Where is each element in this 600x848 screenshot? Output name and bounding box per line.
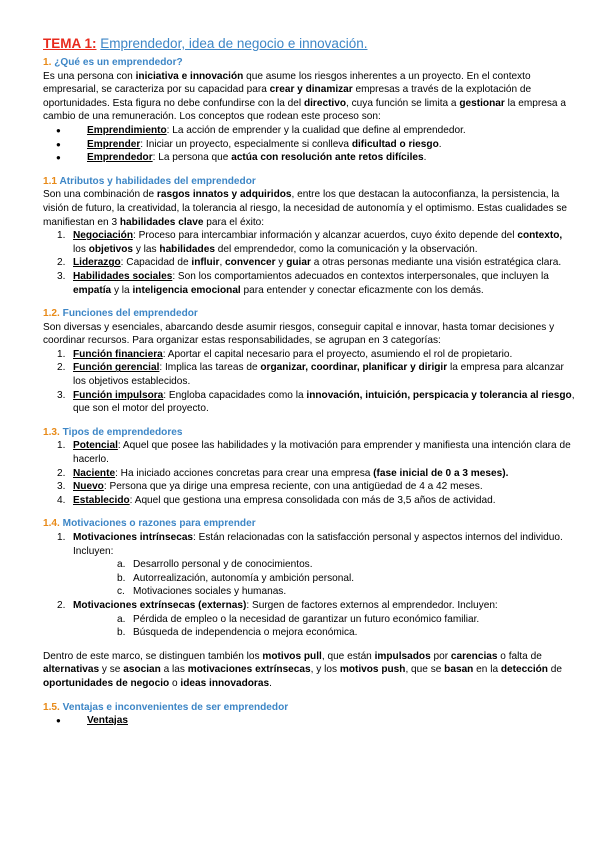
bold-text: motivos pull xyxy=(262,650,322,662)
text-run: Dentro de este marco, se distinguen también los xyxy=(43,650,263,662)
section-1-intro xyxy=(43,70,576,124)
text-run: y la xyxy=(111,284,133,296)
section-title: Tipos de emprendedores xyxy=(62,426,183,438)
text-run: la empresa para alcanzar los objetivos establecidos. xyxy=(73,362,564,388)
text-run: : Ha iniciado acciones concretas para crear una empresa xyxy=(115,467,374,479)
text-run: . xyxy=(438,138,442,150)
term-label: Habilidades sociales xyxy=(73,270,173,282)
bold-text: empatía xyxy=(73,284,112,296)
term-label: Establecido xyxy=(73,494,130,506)
text-run: Autorrealización, autonomía y ambición personal. xyxy=(133,572,355,584)
text-run: , que están xyxy=(321,650,375,662)
text-run: : Aquel que gestiona una empresa consolidada con más de 3,5 años de actividad. xyxy=(129,494,496,506)
list-marker: 2. xyxy=(57,362,66,374)
list-marker: 3. xyxy=(57,270,66,282)
list-marker: a. xyxy=(117,613,126,625)
text-run: : Están relacionadas con la satisfacción personal y aspectos internos del individuo. Incluyen: xyxy=(73,532,563,557)
list-item xyxy=(43,531,576,599)
text-run: , que se xyxy=(405,664,445,676)
text-run: . xyxy=(423,152,427,164)
section-1-4-heading xyxy=(43,517,576,531)
list-item xyxy=(43,361,576,388)
list-item xyxy=(43,256,576,270)
section-1-1-list xyxy=(43,229,576,297)
list-item xyxy=(43,229,576,256)
text-run: Búsqueda de independencia o mejora económica. xyxy=(133,627,358,639)
term-label: Potencial xyxy=(73,440,118,452)
section-number: 1.5. xyxy=(43,701,60,713)
text-run: a las xyxy=(160,664,188,676)
text-run: , y los xyxy=(310,664,340,676)
sub-list-item xyxy=(73,558,576,572)
section-number: 1. xyxy=(43,57,52,68)
bold-text: crear y dinamizar xyxy=(269,84,353,96)
sub-list xyxy=(73,613,576,640)
section-1-heading xyxy=(43,56,576,70)
list-item xyxy=(43,151,576,165)
bold-text: iniciativa e innovación xyxy=(135,70,244,82)
list-marker: c. xyxy=(117,586,125,598)
list-marker: 2. xyxy=(57,599,66,611)
term-label: Función impulsora xyxy=(73,389,164,401)
text-run: . xyxy=(269,677,272,689)
list-marker: 2. xyxy=(57,467,66,479)
text-run: de xyxy=(547,664,563,676)
list-item xyxy=(43,467,576,481)
section-title: Atributos y habilidades del emprendedor xyxy=(59,175,256,187)
section-1-1-intro xyxy=(43,188,576,229)
text-run: la empresa a cambio de una remuneración. Los conceptos que rodean este proceso son: xyxy=(43,97,566,123)
text-run: que asume los riesgos inherentes a un proyecto. En el contexto empresarial, se caracteriza por su capacidad para xyxy=(43,70,531,96)
text-run: los xyxy=(73,243,89,255)
section-1-4-list xyxy=(43,531,576,640)
section-1-2-heading xyxy=(43,307,576,321)
text-run: : Engloba capacidades como la xyxy=(163,389,307,401)
term-label: Ventajas xyxy=(87,715,128,727)
list-item xyxy=(43,138,576,152)
sub-list-item xyxy=(73,585,576,599)
text-run: : Aportar el capital necesario para el proyecto, asumiendo el rol de propietario. xyxy=(162,348,513,360)
text-run: : La persona que xyxy=(152,152,232,164)
list-marker: 1. xyxy=(57,348,66,360)
section-title: Funciones del emprendedor xyxy=(62,308,198,320)
bold-text: rasgos innatos y adquiridos xyxy=(156,189,292,201)
list-marker: 4. xyxy=(57,494,66,506)
list-item xyxy=(43,270,576,297)
text-run: , xyxy=(219,257,226,269)
bold-text: innovación, intuición, perspicacia y tolerancia al riesgo xyxy=(306,389,572,401)
text-run: para entender y conectar eficazmente con los demás. xyxy=(240,284,484,296)
list-item xyxy=(43,480,576,494)
section-1-bullets xyxy=(43,124,576,165)
list-marker: 2. xyxy=(57,257,66,269)
bold-text: basan xyxy=(444,664,474,676)
text-run: para el éxito: xyxy=(203,216,265,228)
section-1-3-list xyxy=(43,439,576,507)
bold-text: alternativas xyxy=(43,664,100,676)
bold-text: organizar, coordinar, planificar y dirigir xyxy=(260,362,448,374)
text-run: Pérdida de empleo o la necesidad de garantizar un futuro económico familiar. xyxy=(133,613,480,625)
section-1-4-closing xyxy=(43,650,576,691)
text-run: : Proceso para intercambiar información y alcanzar acuerdos, cuyo éxito depende del xyxy=(133,230,518,242)
title-text: Emprendedor, idea de negocio e innovación. xyxy=(100,36,368,51)
bold-text: convencer xyxy=(225,257,276,269)
sub-list-item xyxy=(73,613,576,627)
text-run: y xyxy=(275,257,287,269)
bold-text: carencias xyxy=(450,650,498,662)
section-number: 1.3. xyxy=(43,426,60,438)
bold-text: contexto, xyxy=(517,230,563,242)
section-number: 1.1 xyxy=(43,175,58,187)
bold-text: inteligencia emocional xyxy=(132,284,241,296)
text-run: Son diversas y esenciales, abarcando desde asumir riesgos, conseguir capital e innovar, hasta tomar decisiones y coordinar recursos. Para organizar estas responsabilidades, se agrupan en 3 categorías: xyxy=(43,321,555,347)
bold-text: impulsados xyxy=(374,650,431,662)
bold-text: influir xyxy=(191,257,220,269)
bold-text: habilidades xyxy=(159,243,215,255)
bold-text: directivo xyxy=(303,97,347,109)
list-marker: 3. xyxy=(57,481,66,493)
section-1-1-heading xyxy=(43,175,576,189)
text-run: en la xyxy=(473,664,501,676)
text-run: : Implica las tareas de xyxy=(159,362,261,374)
list-marker: a. xyxy=(117,559,126,571)
list-marker: b. xyxy=(117,627,126,639)
bold-text: motivaciones extrínsecas xyxy=(187,664,311,676)
bold-text: dificultad o riesgo xyxy=(351,138,439,150)
text-run: : Persona que ya dirige una empresa reciente, con una antigüedad de 4 a 42 meses. xyxy=(103,481,483,493)
section-title: Ventajas e inconvenientes de ser emprendedor xyxy=(62,701,289,713)
section-1-5-heading xyxy=(43,701,576,715)
bold-text: gestionar xyxy=(459,97,505,109)
term-label: Emprender xyxy=(87,138,141,150)
text-run: : Surgen de factores externos al emprendedor. Incluyen: xyxy=(246,599,498,611)
list-item xyxy=(43,439,576,466)
list-marker: 3. xyxy=(57,389,66,401)
text-run: o falta de xyxy=(497,650,542,662)
term-label: Emprendedor xyxy=(87,152,153,164)
section-title: ¿Qué es un emprendedor? xyxy=(54,57,183,68)
text-run: : Iniciar un proyecto, especialmente si conlleva xyxy=(140,138,352,150)
list-item xyxy=(43,494,576,508)
text-run: : Capacidad de xyxy=(120,257,192,269)
text-run: Motivaciones sociales y humanas. xyxy=(133,586,287,598)
sub-list xyxy=(73,558,576,599)
bold-text: actúa con resolución ante retos difíciles xyxy=(231,152,424,164)
bold-text: detección xyxy=(500,664,548,676)
sub-list-item xyxy=(73,626,576,640)
text-run: empresas a través de la explotación de oportunidades. Esta figura no debe confundirse con la del xyxy=(43,84,532,109)
list-marker: b. xyxy=(117,572,126,584)
term-label: Negociación xyxy=(73,230,134,242)
text-run: del emprendedor, como la comunicación y la observación. xyxy=(214,243,478,255)
bold-text: Motivaciones extrínsecas (externas) xyxy=(73,599,247,611)
section-number: 1.2. xyxy=(43,308,60,320)
term-label: Función financiera xyxy=(73,348,163,360)
sub-list-item xyxy=(73,572,576,586)
section-1-3-heading xyxy=(43,426,576,440)
term-label: Naciente xyxy=(73,467,116,479)
text-run: : Aquel que posee las habilidades y la motivación para emprender y manifiesta una intención clara de hacerlo. xyxy=(73,440,571,466)
section-1-5-bullets xyxy=(43,714,576,728)
list-item xyxy=(43,714,576,728)
text-run: : Son los comportamientos adecuados en contextos interpersonales, que incluyen la xyxy=(172,270,549,282)
text-run: por xyxy=(430,650,451,662)
section-1-2-intro xyxy=(43,321,576,348)
text-run: o xyxy=(169,677,181,689)
bold-text: oportunidades de negocio xyxy=(43,677,170,689)
section-1-2-list xyxy=(43,348,576,416)
bold-text: guiar xyxy=(286,257,311,269)
term-label: Nuevo xyxy=(73,481,104,493)
section-number: 1.4. xyxy=(43,518,60,530)
bold-text: motivos push xyxy=(339,664,406,676)
text-run: Son una combinación de xyxy=(43,189,157,201)
text-run: , cuya función se limita a xyxy=(346,97,460,109)
list-marker: 1. xyxy=(57,440,66,452)
text-run: , que son el motor del proyecto. xyxy=(73,389,575,415)
text-run: y se xyxy=(99,664,124,676)
list-item xyxy=(43,389,576,416)
list-item xyxy=(43,124,576,138)
title-number: TEMA 1: xyxy=(43,36,97,51)
text-run: a otras personas mediante una visión estratégica clara. xyxy=(310,257,562,269)
term-label: Emprendimiento xyxy=(87,124,167,136)
text-run: Desarrollo personal y de conocimientos. xyxy=(133,559,313,571)
bold-text: ideas innovadoras xyxy=(180,677,270,689)
bold-text: asocian xyxy=(123,664,161,676)
term-label: Liderazgo xyxy=(73,257,121,269)
page-title xyxy=(43,36,576,52)
list-item xyxy=(43,599,576,640)
list-marker: 1. xyxy=(57,532,66,543)
section-title: Motivaciones o razones para emprender xyxy=(62,518,256,530)
list-marker: 1. xyxy=(57,230,66,242)
text-run: Es una persona con xyxy=(43,70,136,82)
bold-text: Motivaciones intrínsecas xyxy=(73,532,194,543)
bold-text: (fase inicial de 0 a 3 meses). xyxy=(373,467,509,479)
bold-text: objetivos xyxy=(88,243,134,255)
text-run: : La acción de emprender y la cualidad que define al emprendedor. xyxy=(166,124,466,136)
text-run: y las xyxy=(133,243,160,255)
text-run: , entre los que destacan la autoconfianza, la persistencia, la visión de futuro, la creatividad, la tolerancia al riesgo, la necesidad de autonomía y el optimismo. Estas cualidades se manifiestan en 3 xyxy=(43,189,568,228)
term-label: Función gerencial xyxy=(73,362,160,374)
bold-text: habilidades clave xyxy=(119,216,204,228)
list-item xyxy=(43,348,576,362)
